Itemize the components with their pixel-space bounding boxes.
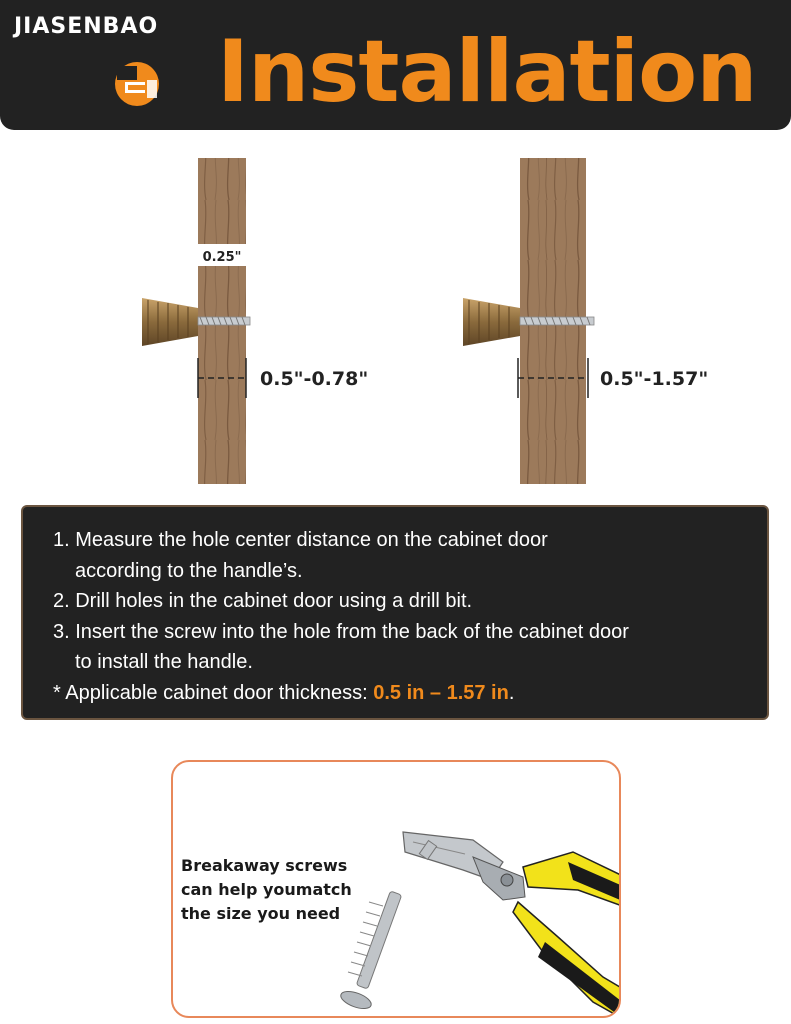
- left-thickness-range: 0.5"-0.78": [260, 368, 369, 390]
- tip-line-2: can help youmatch: [181, 880, 352, 899]
- step-1-line-2: according to the handle’s.: [75, 559, 303, 582]
- pliers-icon: [403, 832, 621, 1018]
- brand-logo: JIASENBAO: [14, 14, 159, 39]
- knob-icon: [142, 298, 198, 346]
- thin-door-thickness-label: 0.25": [202, 250, 242, 265]
- tip-line-3: the size you need: [181, 904, 341, 923]
- step-3-line-2: to install the handle.: [75, 651, 253, 673]
- logo-icon: [113, 60, 161, 108]
- installation-diagram: [0, 140, 791, 500]
- screw-icon: [198, 317, 250, 325]
- step-2: 2. Drill holes in the cabinet door using a drill bit.: [53, 590, 473, 612]
- step-1-line-1: 1. Measure the hole center distance on the cabinet door: [53, 529, 548, 551]
- step-3-line-1: 3. Insert the screw into the hole from the back of the cabinet door: [53, 620, 629, 643]
- tip-line-1: Breakaway screws: [181, 856, 348, 875]
- right-thickness-range: 0.5"-1.57": [600, 368, 709, 390]
- breakaway-tip-text: [181, 854, 361, 926]
- thickness-note: [53, 678, 767, 709]
- screw-icon: [520, 317, 594, 325]
- thickness-note-suffix: .: [508, 681, 515, 704]
- instructions-panel: [21, 505, 769, 720]
- breakaway-tip-card: [171, 760, 621, 1018]
- page-title: Installation: [217, 22, 757, 122]
- header: [0, 0, 791, 130]
- thickness-note-value: 0.5 in – 1.57 in: [373, 681, 509, 704]
- knob-icon: [463, 298, 520, 346]
- thickness-note-prefix: * Applicable cabinet door thickness:: [53, 681, 374, 704]
